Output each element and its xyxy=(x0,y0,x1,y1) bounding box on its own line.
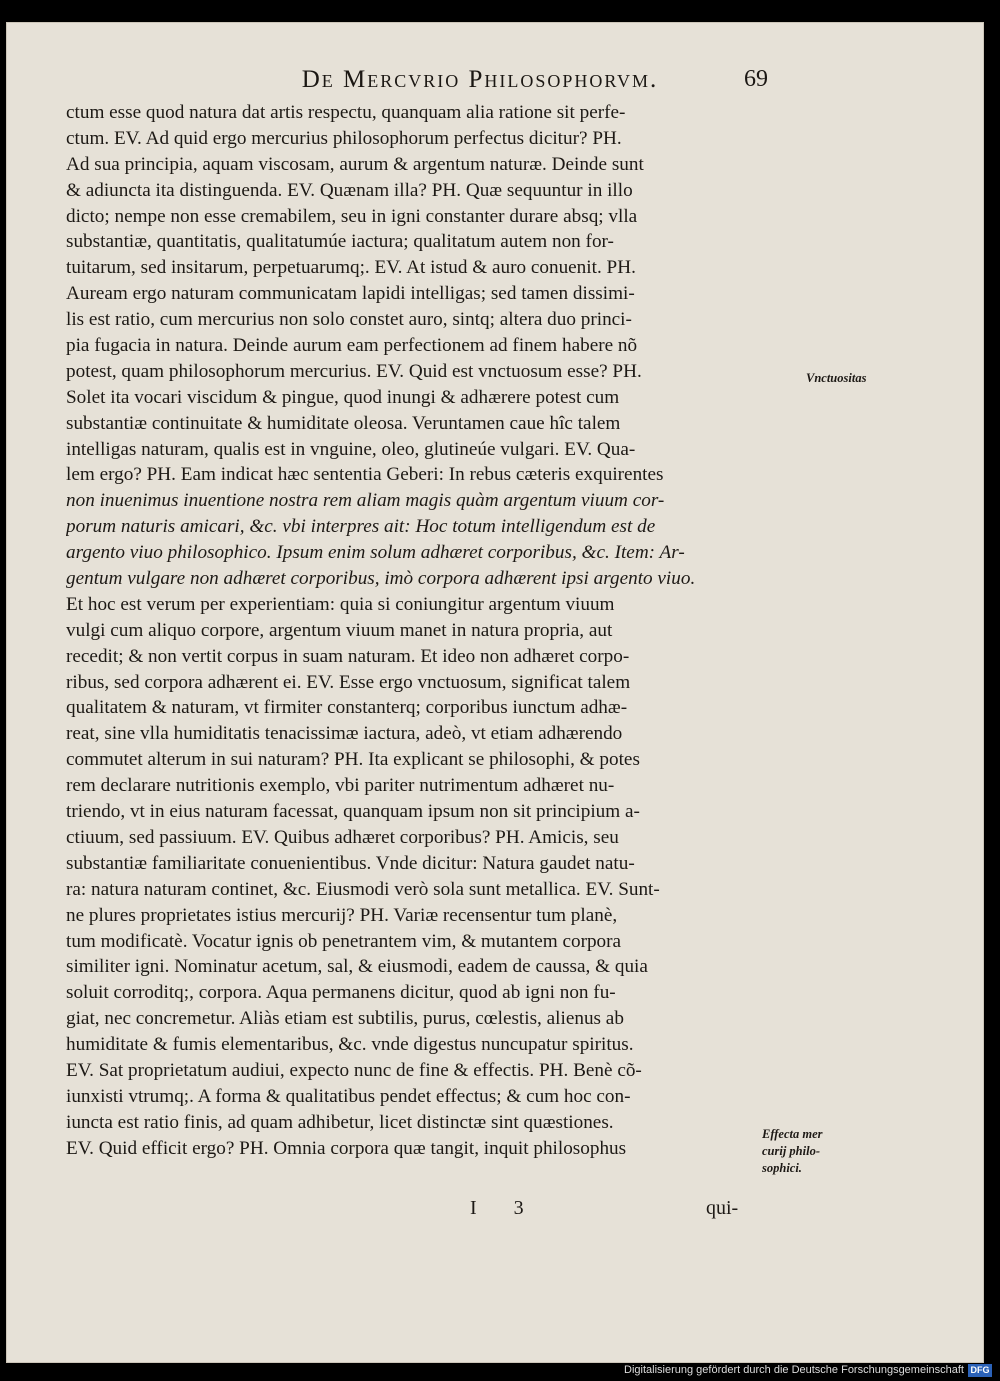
margin-note-text: Vnctuositas xyxy=(806,371,867,385)
text-line: lis est ratio, cum mercurius non solo constet auro, sintq; altera duo princi- xyxy=(66,309,632,331)
text-line: recedit; & non vertit corpus in suam naturam. Et ideo non adhæret corpo- xyxy=(66,645,630,667)
text-line: substantiæ continuitate & humiditate oleosa. Veruntamen caue hîc talem xyxy=(66,412,621,434)
text-line: humiditate & fumis elementaribus, &c. vnde digestus nuncupatur spiritus. xyxy=(66,1034,634,1056)
page-number: 69 xyxy=(744,66,768,92)
text-line: porum naturis amicari, &c. vbi interpres ait: Hoc totum intelligendum est de xyxy=(66,516,656,538)
catchword: qui- xyxy=(706,1197,739,1219)
text-line: dicto; nempe non esse cremabilem, seu in igni constanter durare absq; vlla xyxy=(66,205,638,227)
text-line: reat, sine vlla humiditatis tenacissimæ iactura, adeò, vt etiam adhærendo xyxy=(66,723,623,745)
text-line: EV. Sat proprietatum audiui, expecto nunc de fine & effectis. PH. Benè cõ- xyxy=(66,1059,642,1081)
text-line: soluit corroditq;, corpora. Aqua permanens dicitur, quod ab igni non fu- xyxy=(66,982,616,1004)
text-line: potest, quam philosophorum mercurius. EV. Quid est vnctuosum esse? PH. xyxy=(66,360,642,382)
text-line: ctum esse quod natura dat artis respectu, quanquam alia ratione sit perfe- xyxy=(66,102,626,123)
text-line: ribus, sed corpora adhærent ei. EV. Esse ergo vnctuosum, significat talem xyxy=(66,671,631,693)
text-line: qualitatem & naturam, vt firmiter constanterq; corporibus iunctum adhæ- xyxy=(66,697,628,719)
text-line: rem declarare nutritionis exemplo, vbi pariter nutrimentum adhæret nu- xyxy=(66,775,615,797)
text-line: commutet alterum in sui naturam? PH. Ita explicant se philosophi, & potes xyxy=(66,749,640,771)
text-line: iunxisti vtrumq;. A forma & qualitatibus pendet effectus; & cum hoc con- xyxy=(66,1085,631,1107)
running-head: De Mercvrio Philosophorvm. xyxy=(301,66,659,93)
text-line: pia fugacia in natura. Deinde aurum eam perfectionem ad finem habere nõ xyxy=(66,335,638,357)
text-line: Et hoc est verum per experientiam: quia si coniungitur argentum viuum xyxy=(66,593,615,615)
text-line: non inuenimus inuentione nostra rem aliam magis quàm argentum viuum cor- xyxy=(66,490,665,512)
margin-note-line: curij philo- xyxy=(762,1144,820,1158)
text-line: triendo, vt in eius naturam facessat, quanquam ipsum non sit principium a- xyxy=(66,801,640,823)
text-line: giat, nec concremetur. Aliàs etiam est subtilis, purus, cœlestis, alienus ab xyxy=(66,1008,624,1030)
dfg-logo: DFG xyxy=(968,1364,992,1377)
digitization-credit: Digitalisierung gefördert durch die Deutsche Forschungsgemeinschaft xyxy=(624,1364,964,1376)
text-line: Auream ergo naturam communicatam lapidi intelligas; sed tamen dissimi- xyxy=(66,283,635,305)
text-line: Ad sua principia, aquam viscosam, aurum & argentum naturæ. Deinde sunt xyxy=(66,153,644,175)
text-line: similiter igni. Nominatur acetum, sal, & eiusmodi, eadem de caussa, & quia xyxy=(66,956,648,978)
signature-mark: I 3 xyxy=(470,1197,540,1219)
body-text xyxy=(66,100,786,1162)
text-line: tum modificatè. Vocatur ignis ob penetrantem vim, & mutantem corpora xyxy=(66,930,622,952)
text-line: lem ergo? PH. Eam indicat hæc sententia Geberi: In rebus cæteris exquirentes xyxy=(66,464,664,486)
margin-note-effecta xyxy=(762,1126,823,1177)
margin-note-line: Effecta mer xyxy=(762,1127,823,1141)
text-line: ctum. EV. Ad quid ergo mercurius philosophorum perfectus dicitur? PH. xyxy=(66,127,622,149)
text-line: substantiæ familiaritate conuenientibus. Vnde dicitur: Natura gaudet natu- xyxy=(66,852,635,874)
text-line: ra: natura naturam continet, &c. Eiusmodi verò sola sunt metallica. EV. Sunt- xyxy=(66,878,660,900)
text-line: substantiæ, quantitatis, qualitatumúe iactura; qualitatum autem non for- xyxy=(66,231,614,253)
text-line: iuncta est ratio finis, ad quam adhibetur, licet distinctæ sint quæstiones. xyxy=(66,1111,614,1133)
text-line: vulgi cum aliquo corpore, argentum viuum manet in natura propria, aut xyxy=(66,619,613,641)
margin-note-line: sophici. xyxy=(762,1161,802,1175)
text-line: & adiuncta ita distinguenda. EV. Quænam illa? PH. Quæ sequuntur in illo xyxy=(66,179,633,201)
text-line: ne plures proprietates istius mercurij? PH. Variæ recensentur tum planè, xyxy=(66,904,618,926)
text-line: argento viuo philosophico. Ipsum enim solum adhæret corporibus, &c. Item: Ar- xyxy=(66,542,685,564)
text-line: EV. Quid efficit ergo? PH. Omnia corpora quæ tangit, inquit philosophus xyxy=(66,1137,627,1159)
text-line: Solet ita vocari viscidum & pingue, quod inungi & adhærere potest cum xyxy=(66,386,620,408)
text-line: intelligas naturam, qualis est in vnguine, oleo, glutineúe vulgari. EV. Qua- xyxy=(66,438,636,460)
margin-note-vnctuositas xyxy=(806,370,866,387)
text-line: gentum vulgare non adhæret corporibus, imò corpora adhærent ipsi argento viuo. xyxy=(66,568,696,590)
text-line: tuitarum, sed insitarum, perpetuarumq;. EV. At istud & auro conuenit. PH. xyxy=(66,257,636,279)
text-line: ctiuum, sed passiuum. EV. Quibus adhæret corporibus? PH. Amicis, seu xyxy=(66,826,619,848)
